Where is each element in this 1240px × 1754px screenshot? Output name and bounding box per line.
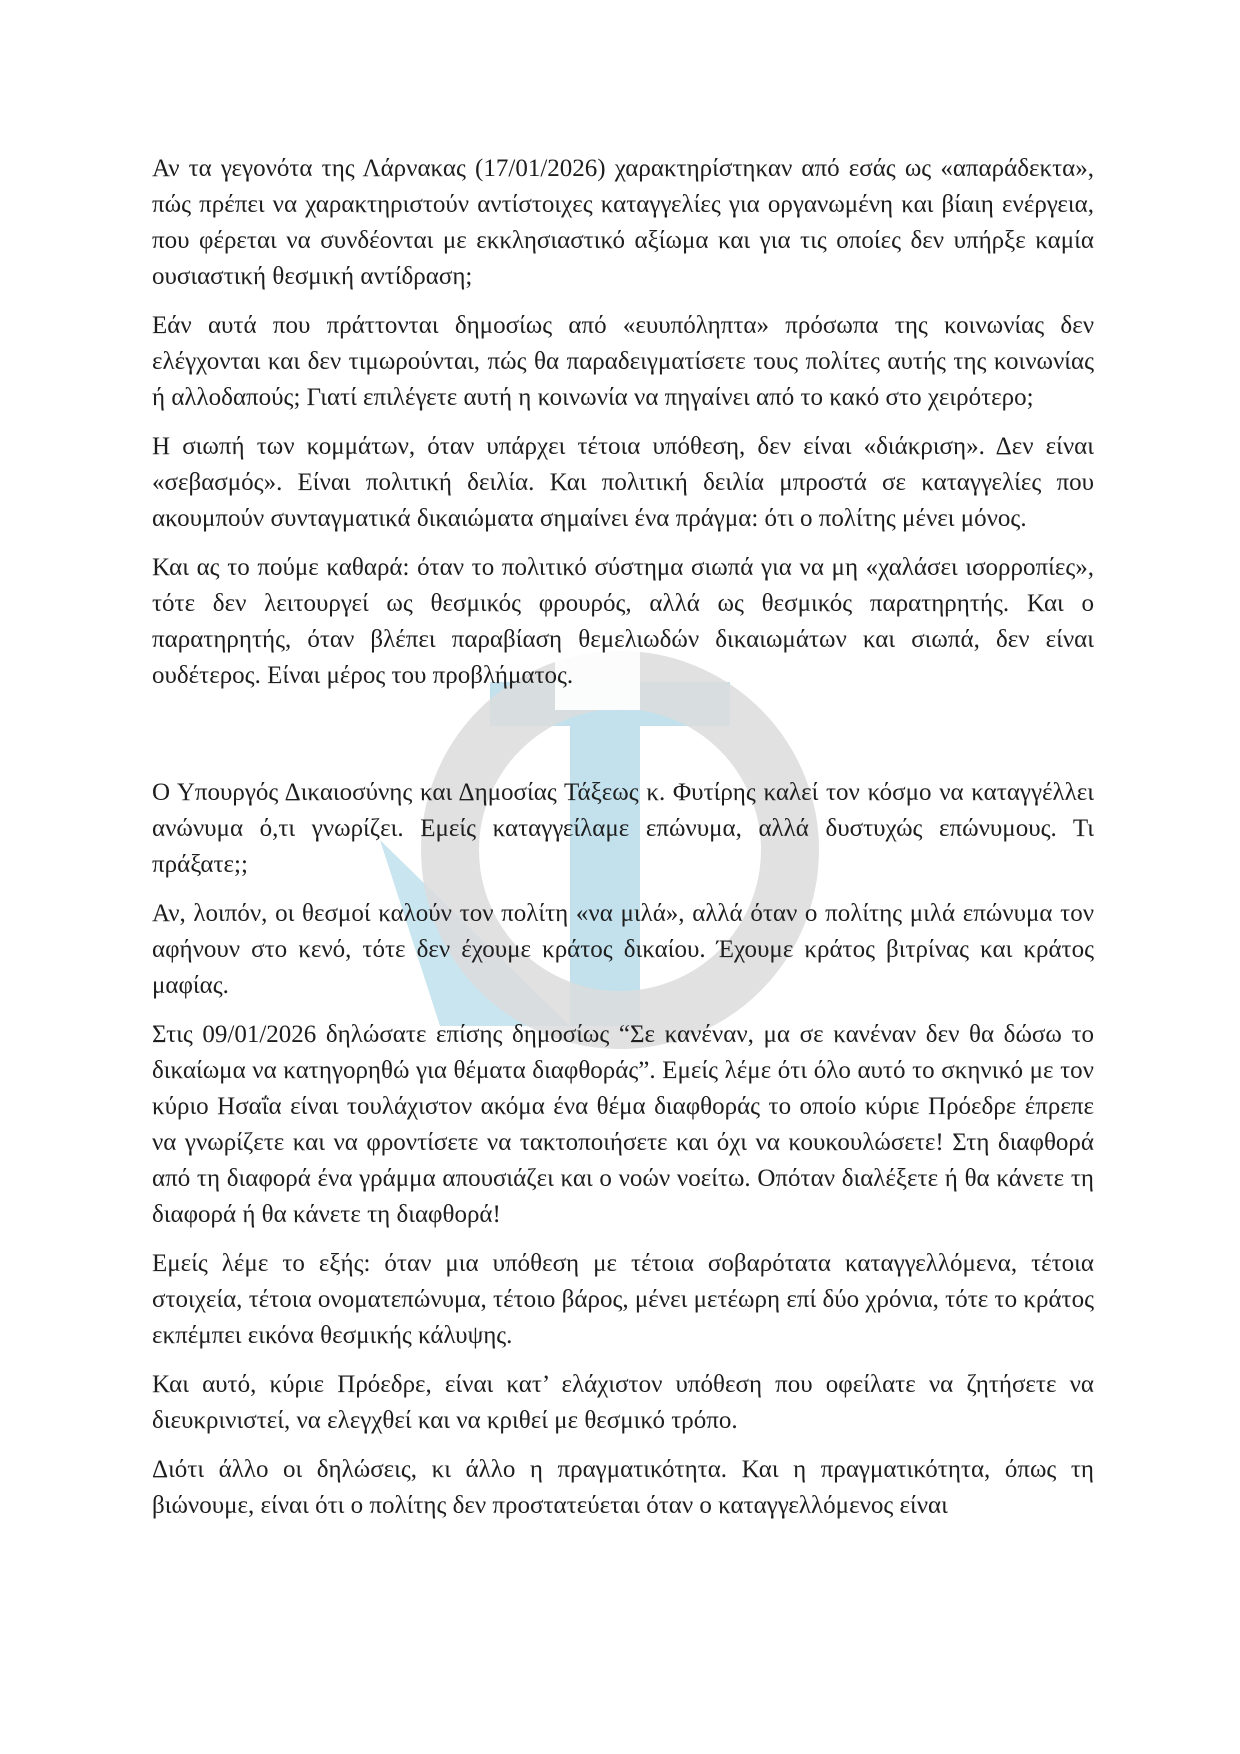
paragraph: Και ας το πούμε καθαρά: όταν το πολιτικό σύστημα σιωπά για να μη «χαλάσει ισορροπίες», τότε δεν λειτουργεί ως θεσμικός φρουρός, αλλά ως θεσμικός παρατηρητής. Και ο παρατηρητής, όταν βλέπει παραβίαση θεμελιωδών δικαιωμάτων και σιωπά, δεν είναι ουδέτερος. Είναι μέρος του προβλήματος. bbox=[152, 554, 1094, 689]
paragraph: Διότι άλλο οι δηλώσεις, κι άλλο η πραγματικότητα. Και η πραγματικότητα, όπως τη βιώνουμε, είναι ότι ο πολίτης δεν προστατεύεται όταν ο καταγγελλόμενος είναι bbox=[152, 1456, 1094, 1519]
paragraph: Η σιωπή των κομμάτων, όταν υπάρχει τέτοια υπόθεση, δεν είναι «διάκριση». Δεν είναι «σεβασμός». Είναι πολιτική δειλία. Και πολιτική δειλία μπροστά σε καταγγελίες που ακουμπούν συνταγματικά δικαιώματα σημαίνει ένα πράγμα: ότι ο πολίτης μένει μόνος. bbox=[152, 433, 1094, 532]
paragraph: Αν τα γεγονότα της Λάρνακας (17/01/2026) χαρακτηρίστηκαν από εσάς ως «απαράδεκτα», πώς πρέπει να χαρακτηριστούν αντίστοιχες καταγγελίες για οργανωμένη και βίαιη ενέργεια, που φέρεται να συνδέονται με εκκλησιαστικό αξίωμα και για τις οποίες δεν υπήρξε καμία ουσιαστική θεσμική αντίδραση; bbox=[152, 155, 1094, 290]
paragraph: Στις 09/01/2026 δηλώσατε επίσης δημοσίως “Σε κανέναν, μα σε κανέναν δεν θα δώσω το δικαίωμα να κατηγορηθώ για θέματα διαφθοράς”. Εμείς λέμε ότι όλο αυτό το σκηνικό με τον κύριο Ησαΐα είναι τουλάχιστον ακόμα ένα θέμα διαφθοράς το οποίο κύριε Πρόεδρε έπρεπε να γνωρίζετε και να φροντίσετε να τακτοποιήσετε και όχι να κουκουλώσετε! Στη διαφθορά από τη διαφορά ένα γράμμα απουσιάζει και ο νοών νοείτω. Οπόταν διαλέξετε ή θα κάνετε τη διαφορά ή θα κάνετε τη διαφθορά! bbox=[152, 1021, 1094, 1228]
document-body bbox=[152, 151, 1094, 1537]
paragraph: Εάν αυτά που πράττονται δημοσίως από «ευυπόληπτα» πρόσωπα της κοινωνίας δεν ελέγχονται και δεν τιμωρούνται, πώς θα παραδειγματίσετε τους πολίτες αυτής της κοινωνίας ή αλλοδαπούς; Γιατί επιλέγετε αυτή η κοινωνία να πηγαίνει από το κακό στο χειρότερο; bbox=[152, 312, 1094, 411]
paragraph: Και αυτό, κύριε Πρόεδρε, είναι κατ’ ελάχιστον υπόθεση που οφείλατε να ζητήσετε να διευκρινιστεί, να ελεγχθεί και να κριθεί με θεσμικό τρόπο. bbox=[152, 1371, 1094, 1434]
paragraph: Ο Υπουργός Δικαιοσύνης και Δημοσίας Τάξεως κ. Φυτίρης καλεί τον κόσμο να καταγγέλλει ανώνυμα ό,τι γνωρίζει. Εμείς καταγγείλαμε επώνυμα, αλλά δυστυχώς επώνυμους. Τι πράξατε;; bbox=[152, 779, 1094, 878]
section-spacer bbox=[152, 707, 1094, 775]
paragraph: Αν, λοιπόν, οι θεσμοί καλούν τον πολίτη «να μιλά», αλλά όταν ο πολίτης μιλά επώνυμα τον αφήνουν στο κενό, τότε δεν έχουμε κράτος δικαίου. Έχουμε κράτος βιτρίνας και κράτος μαφίας. bbox=[152, 900, 1094, 999]
paragraph: Εμείς λέμε το εξής: όταν μια υπόθεση με τέτοια σοβαρότατα καταγγελλόμενα, τέτοια στοιχεία, τέτοια ονοματεπώνυμα, τέτοιο βάρος, μένει μετέωρη επί δύο χρόνια, τότε το κράτος εκπέμπει εικόνα θεσμικής κάλυψης. bbox=[152, 1250, 1094, 1349]
